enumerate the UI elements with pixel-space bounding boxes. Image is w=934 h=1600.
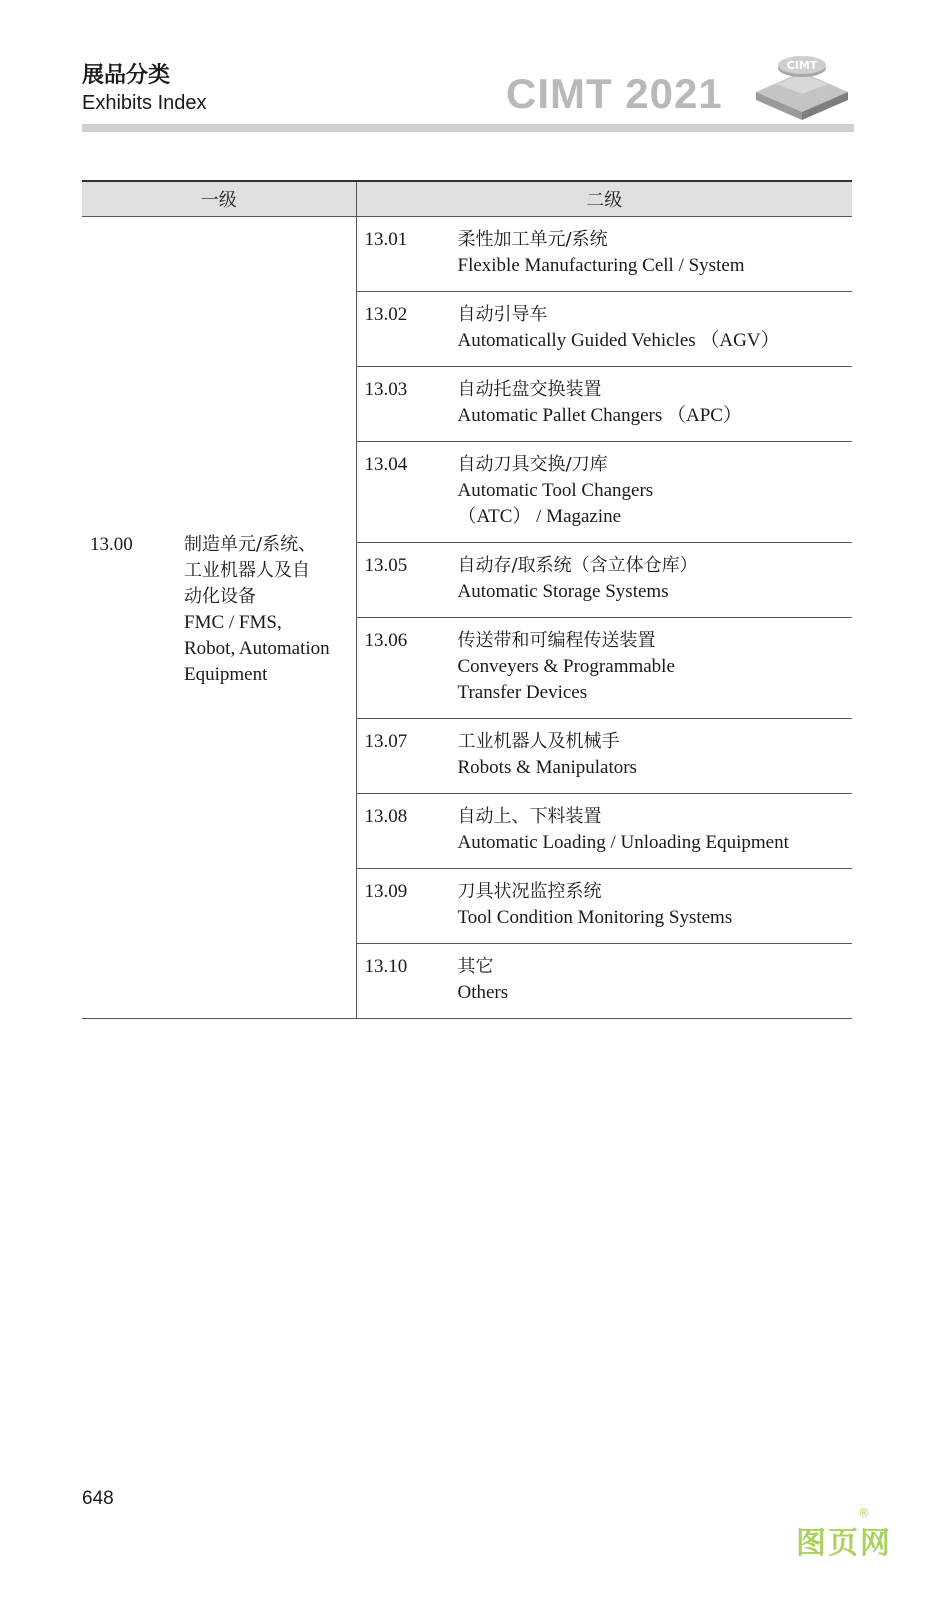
level2-code: 13.06 [364, 630, 408, 651]
brand-title: CIMT 2021 [506, 70, 723, 117]
level2-text [458, 302, 780, 354]
level2-cell [356, 869, 852, 944]
logo-text: CIMT [786, 59, 818, 72]
level2-text [458, 879, 733, 931]
level2-cn: 柔性加工单元/系统 [457, 229, 608, 250]
level2-code: 13.03 [364, 379, 408, 400]
level2-code: 13.10 [364, 956, 408, 977]
level2-code: 13.07 [364, 731, 408, 752]
level2-cn: 自动引导车 [457, 304, 548, 325]
level2-code: 13.01 [364, 229, 408, 250]
level2-cn: 自动刀具交换/刀库 [457, 454, 608, 475]
level2-text [458, 954, 509, 1006]
level2-code: 13.09 [364, 881, 408, 902]
level2-cn: 传送带和可编程传送装置 [457, 630, 656, 651]
table-header-row [82, 181, 852, 217]
level1-cell [82, 217, 356, 1019]
level1-code: 13.00 [90, 534, 133, 555]
level2-cell [356, 442, 852, 543]
level2-en: Tool Condition Monitoring Systems [457, 907, 733, 928]
level2-cell [356, 543, 852, 618]
col-level1-header: 一级 [82, 181, 356, 217]
level1-cn-line: 工业机器人及自 [184, 560, 310, 581]
level2-en: （ATC） / Magazine [457, 506, 622, 527]
exhibits-index-table [82, 180, 852, 1019]
level2-en: Robots & Manipulators [457, 757, 637, 778]
level2-code: 13.05 [364, 555, 408, 576]
level1-cn-line: 制造单元/系统、 [184, 534, 317, 555]
level2-text [458, 804, 789, 856]
level2-en: Automatic Loading / Unloading Equipment [457, 832, 789, 853]
level2-en: Automatic Tool Changers [457, 480, 654, 501]
level2-text [458, 553, 698, 605]
header-divider [82, 124, 854, 132]
header-title-en: Exhibits Index [82, 92, 207, 114]
level2-cell [356, 217, 852, 292]
level1-en-line: FMC / FMS, [184, 612, 282, 633]
table-row [82, 217, 852, 292]
level1-cn-line: 动化设备 [184, 586, 256, 607]
level2-text [458, 227, 745, 279]
level2-en: Transfer Devices [457, 682, 588, 703]
level2-text [458, 729, 637, 781]
level2-cell [356, 292, 852, 367]
level2-cell [356, 367, 852, 442]
header-title-cn: 展品分类 [82, 63, 171, 88]
level2-cn: 其它 [457, 956, 494, 977]
level1-text [184, 532, 330, 688]
level2-en: Flexible Manufacturing Cell / System [457, 255, 745, 276]
watermark-registered-mark: ® [858, 1506, 870, 1520]
level2-cell [356, 794, 852, 869]
level2-cn: 自动托盘交换装置 [457, 379, 602, 400]
level2-code: 13.04 [364, 454, 408, 475]
level2-en: Automatic Storage Systems [457, 581, 669, 602]
level2-en: Others [457, 982, 509, 1003]
level2-code: 13.02 [364, 304, 408, 325]
page-number: 648 [82, 1488, 114, 1509]
level1-en-line: Robot, Automation [184, 638, 330, 659]
level2-cell [356, 618, 852, 719]
level2-code: 13.08 [364, 806, 408, 827]
level2-cn: 刀具状况监控系统 [457, 881, 602, 902]
level1-en-line: Equipment [184, 664, 268, 685]
level2-text [458, 377, 742, 429]
level2-cn: 自动存/取系统（含立体仓库） [457, 555, 698, 576]
level2-cell [356, 719, 852, 794]
level2-text [458, 628, 675, 706]
level2-cell [356, 944, 852, 1019]
watermark: 图页网 [796, 1526, 892, 1561]
level2-cn: 自动上、下料装置 [457, 806, 602, 827]
level2-en: Automatically Guided Vehicles （AGV） [457, 330, 780, 351]
cimt-logo-icon [752, 54, 852, 124]
level2-en: Automatic Pallet Changers （APC） [457, 405, 742, 426]
col-level2-header: 二级 [356, 181, 852, 217]
level2-text [458, 452, 654, 530]
level2-cn: 工业机器人及机械手 [457, 731, 620, 752]
level2-en: Conveyers & Programmable [457, 656, 675, 677]
